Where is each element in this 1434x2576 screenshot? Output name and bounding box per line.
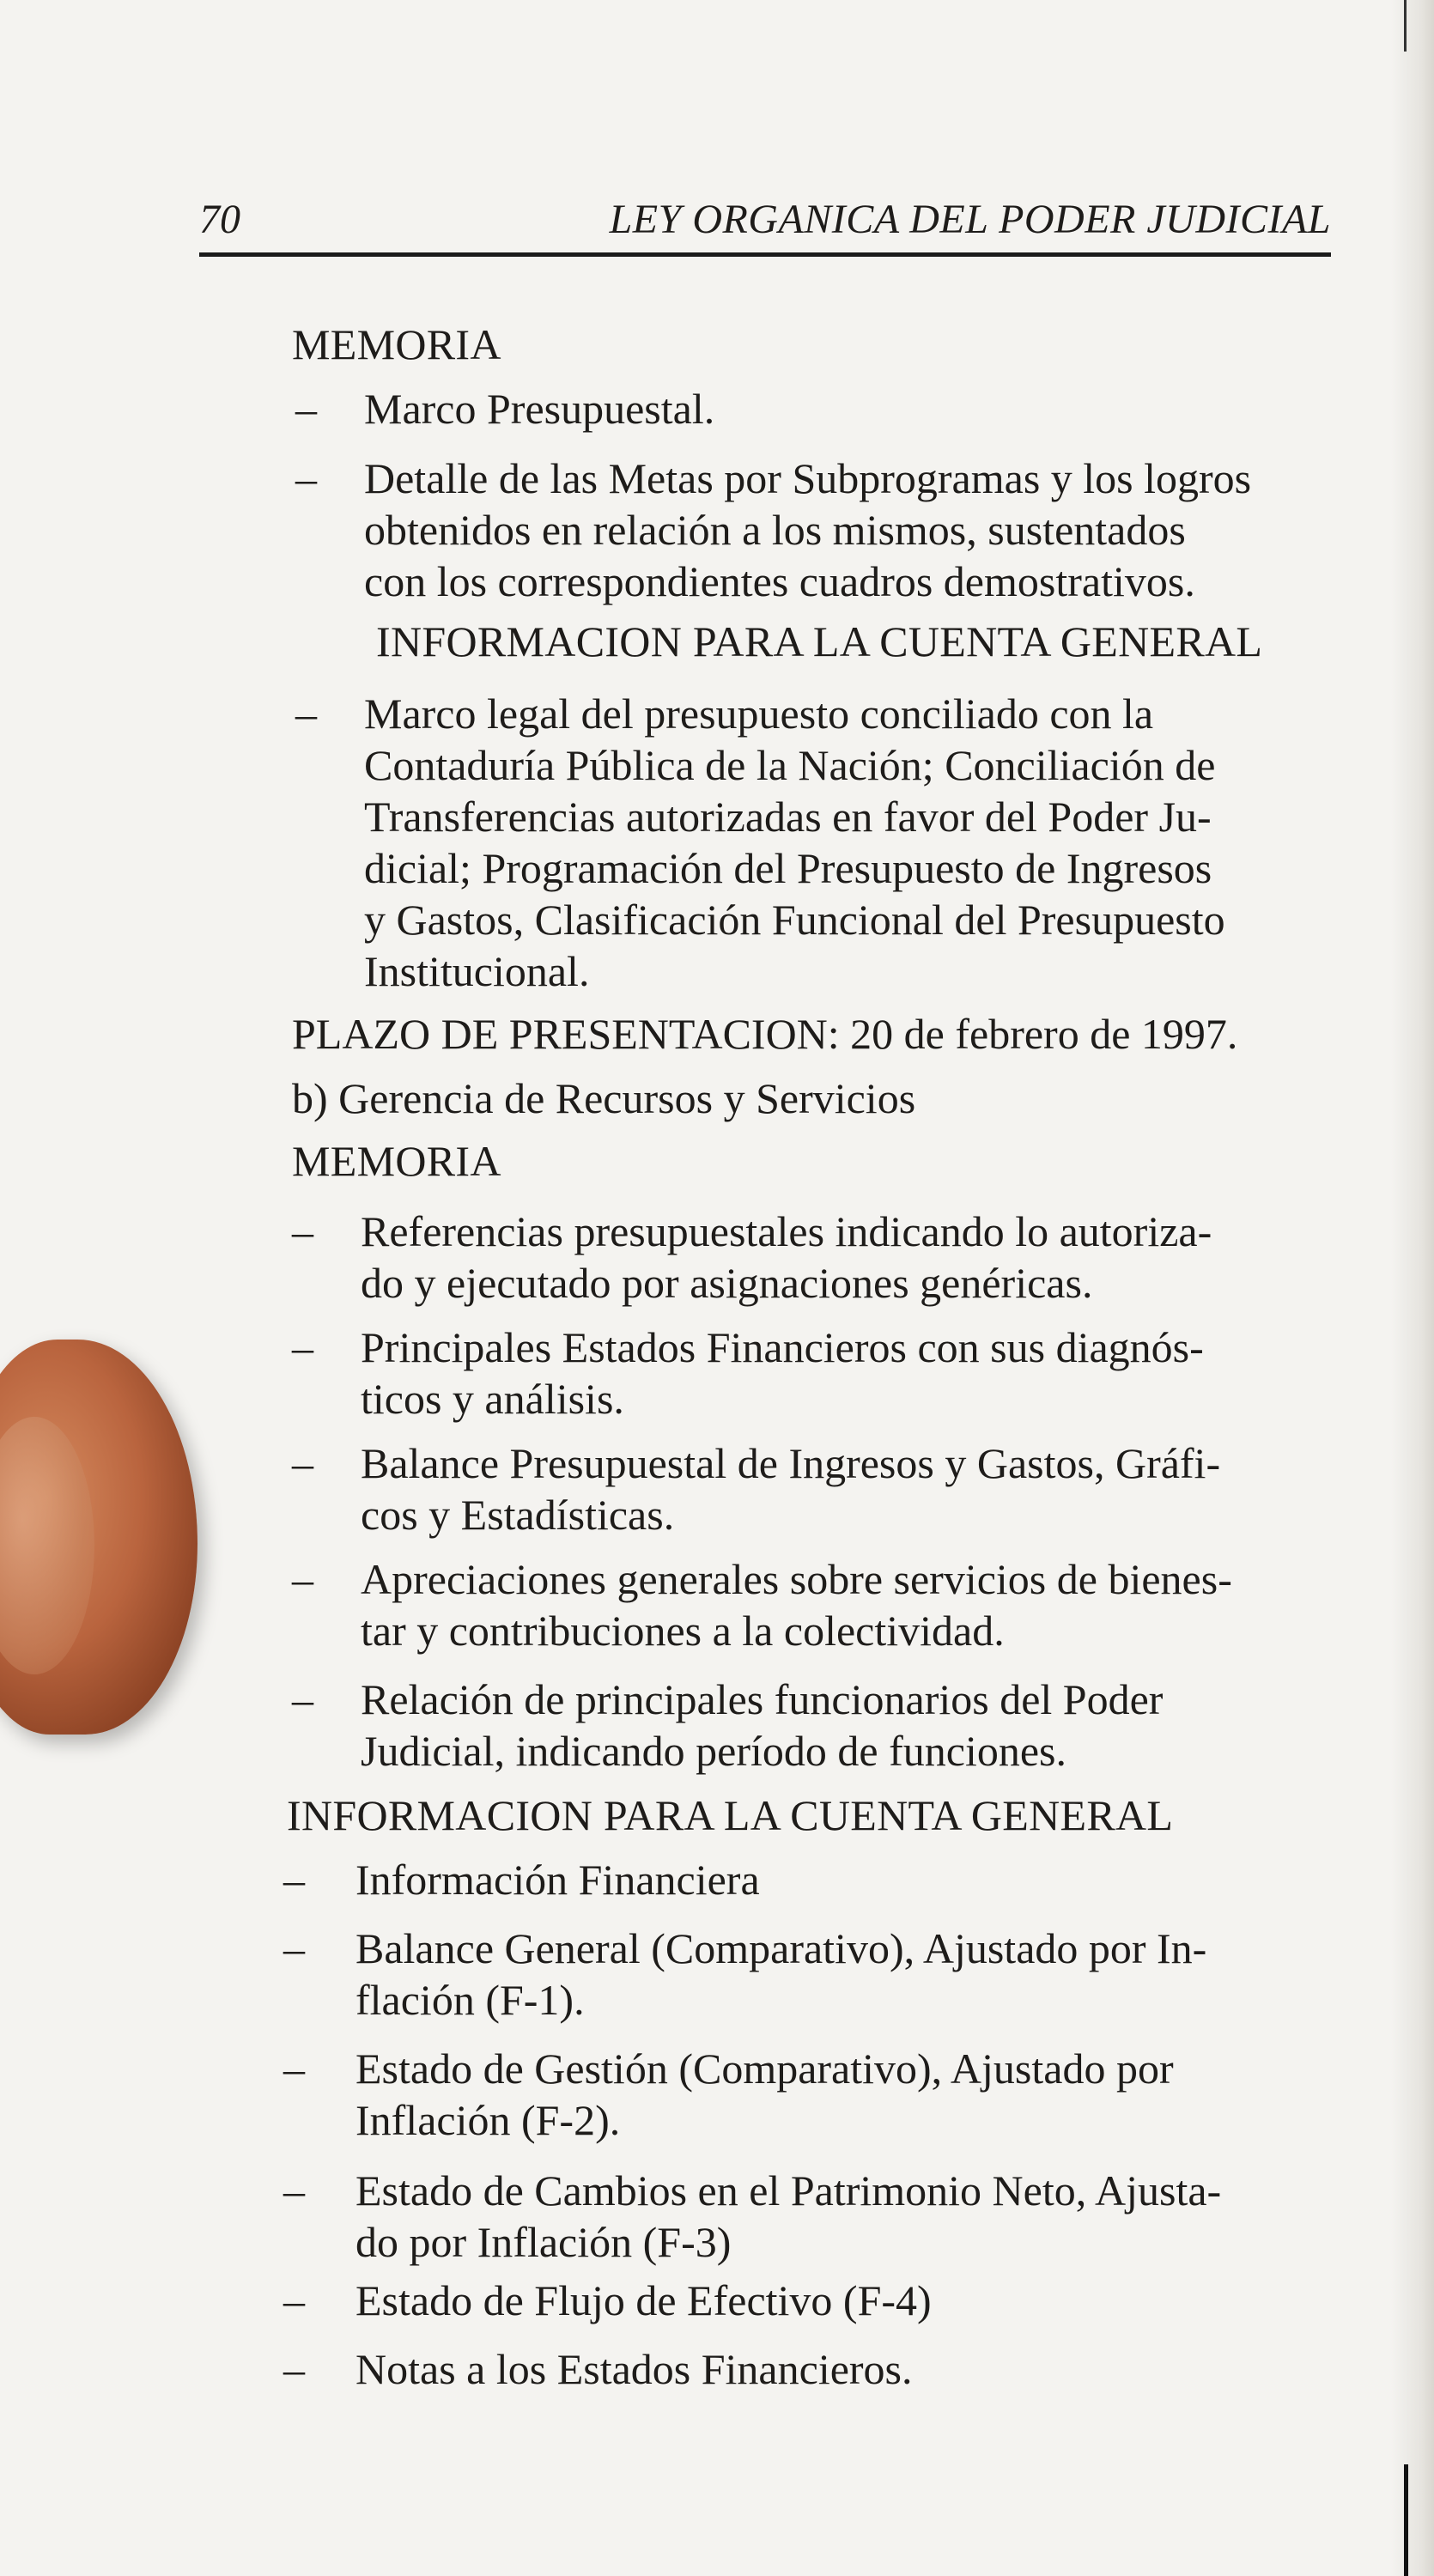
- page-edge: [1391, 0, 1434, 2576]
- bullet-dash: –: [292, 1323, 313, 1371]
- list-item-continuation: obtenidos en relación a los mismos, sustentados: [364, 506, 1186, 554]
- list-item-continuation: flación (F-1).: [355, 1976, 585, 2024]
- list-item-continuation: do y ejecutado por asignaciones genéricas.: [361, 1259, 1093, 1307]
- list-item-continuation: tar y contribuciones a la colectividad.: [361, 1607, 1005, 1655]
- bullet-dash: –: [292, 1439, 313, 1487]
- page-edge-mark: [1404, 0, 1407, 52]
- finger-thumb: [0, 1340, 197, 1735]
- list-item: Principales Estados Financieros con sus diagnós-: [361, 1323, 1204, 1371]
- list-item: Estado de Flujo de Efectivo (F-4): [355, 2276, 932, 2324]
- list-item: Notas a los Estados Financieros.: [355, 2345, 913, 2393]
- list-item: Información Financiera: [355, 1856, 760, 1904]
- running-head: LEY ORGANICA DEL PODER JUDICIAL: [609, 197, 1331, 242]
- bullet-dash: –: [283, 2276, 305, 2324]
- section-heading: MEMORIA: [292, 1137, 501, 1185]
- bullet-dash: –: [292, 1675, 313, 1723]
- list-item-continuation: do por Inflación (F-3): [355, 2218, 732, 2266]
- list-item: Relación de principales funcionarios del Poder: [361, 1675, 1164, 1723]
- list-item-continuation: Institucional.: [364, 947, 590, 995]
- list-item: Marco legal del presupuesto conciliado con la: [364, 690, 1154, 738]
- section-heading: INFORMACION PARA LA CUENTA GENERAL: [376, 617, 1263, 665]
- bullet-dash: –: [295, 385, 317, 433]
- bullet-dash: –: [295, 690, 317, 738]
- bullet-dash: –: [283, 2166, 305, 2215]
- list-item-continuation: Judicial, indicando período de funciones.: [361, 1727, 1066, 1775]
- list-item-continuation: y Gastos, Clasificación Funcional del Presupuesto: [364, 896, 1225, 944]
- list-item: Balance General (Comparativo), Ajustado por In-: [355, 1924, 1207, 1972]
- list-item-continuation: dicial; Programación del Presupuesto de Ingresos: [364, 844, 1212, 892]
- bullet-dash: –: [295, 454, 317, 502]
- bullet-dash: –: [283, 2345, 305, 2393]
- list-item-continuation: Contaduría Pública de la Nación; Conciliación de: [364, 741, 1216, 789]
- section-heading: INFORMACION PARA LA CUENTA GENERAL: [287, 1791, 1174, 1839]
- deadline-line: PLAZO DE PRESENTACION: 20 de febrero de 1997.: [292, 1010, 1238, 1058]
- list-item: Referencias presupuestales indicando lo autoriza-: [361, 1207, 1212, 1255]
- section-heading: MEMORIA: [292, 320, 501, 368]
- bullet-dash: –: [283, 2044, 305, 2093]
- list-item: Balance Presupuestal de Ingresos y Gastos, Gráfi-: [361, 1439, 1221, 1487]
- list-item-continuation: con los correspondientes cuadros demostrativos.: [364, 557, 1195, 605]
- list-item: Marco Presupuestal.: [364, 385, 715, 433]
- list-item-continuation: cos y Estadísticas.: [361, 1491, 675, 1539]
- list-item-continuation: Inflación (F-2).: [355, 2096, 621, 2144]
- list-item-continuation: Transferencias autorizadas en favor del Poder Ju-: [364, 793, 1212, 841]
- list-item: Estado de Cambios en el Patrimonio Neto, Ajusta-: [355, 2166, 1222, 2215]
- page-edge-mark: [1404, 2464, 1408, 2576]
- bullet-dash: –: [283, 1856, 305, 1904]
- list-item: Apreciaciones generales sobre servicios de bienes-: [361, 1555, 1232, 1603]
- page-header: [199, 191, 1331, 257]
- list-item: Estado de Gestión (Comparativo), Ajustado por: [355, 2044, 1174, 2093]
- list-item: Detalle de las Metas por Subprogramas y los logros: [364, 454, 1252, 502]
- bullet-dash: –: [292, 1207, 313, 1255]
- list-item-continuation: ticos y análisis.: [361, 1375, 624, 1423]
- bullet-dash: –: [292, 1555, 313, 1603]
- page-number: 70: [199, 197, 240, 242]
- subsection-title: b) Gerencia de Recursos y Servicios: [292, 1074, 916, 1122]
- bullet-dash: –: [283, 1924, 305, 1972]
- thumb-highlight: [0, 1417, 94, 1674]
